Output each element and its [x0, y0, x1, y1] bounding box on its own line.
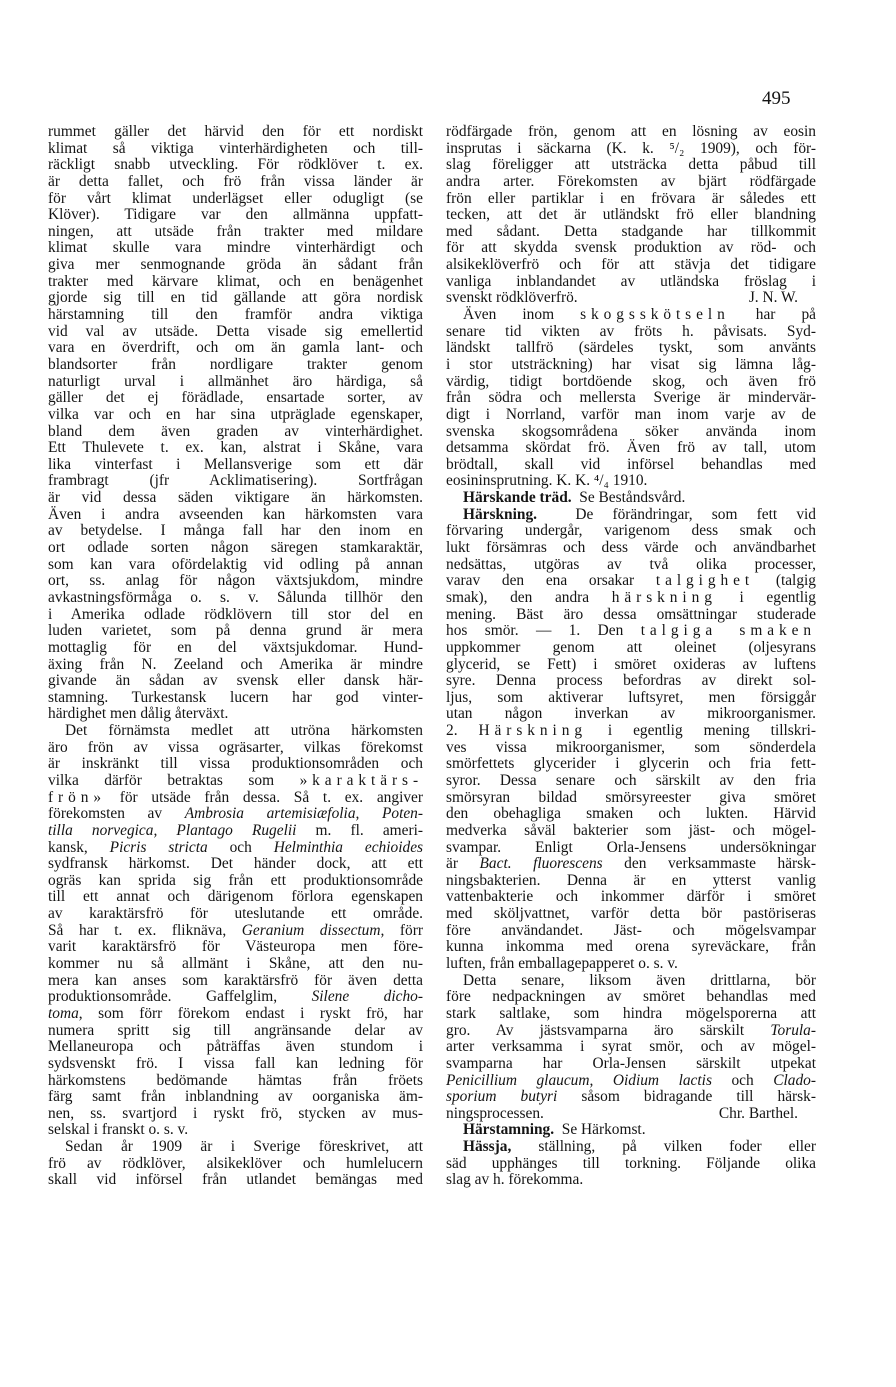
spaced-emphasis: talgiga smaken: [640, 622, 816, 640]
text-line: [48, 823, 423, 840]
text-line: ort odlade sorten någon säregen stamkaraktär,: [48, 539, 423, 557]
text-line: brödtall, skall vid införsel behandlas med: [446, 455, 816, 473]
text-line: Även i andra avseenden kan härkomsten vara: [48, 505, 423, 523]
line-text: ningsprocessen.: [446, 1104, 544, 1122]
right-column: [446, 124, 816, 1189]
text-line: nedsättas, utgöras av två olika processer,: [446, 555, 816, 573]
text-line: [48, 773, 423, 790]
text-line: glycerid, se Fett) i smöret oxideras av luftens: [446, 655, 816, 673]
spaced-emphasis: »karaktärs-: [299, 771, 423, 789]
text-line: luften, från emballagepapperet o. s. v.: [446, 955, 678, 973]
text-line: uppkommer genom att oleinet (oljesyrans: [446, 638, 816, 656]
italic-text: Penicillium glaucum, Oidium lactis: [446, 1071, 712, 1089]
italic-text: Picris stricta: [109, 838, 208, 856]
text-line: avkastningsförmåga o. s. v. Sålunda tillhör den: [48, 588, 423, 606]
text-line: Klöver). Tidigare var den allmänna uppfatt-: [48, 206, 423, 224]
line-text: gro. Av jästsvamparna äro särskilt: [446, 1021, 771, 1039]
line-text: har på: [729, 306, 816, 324]
text-line: trakter med kärvare klimat, och en benägenhet: [48, 272, 423, 290]
line-text: och: [207, 838, 274, 856]
text-line: gjorde sig till en tid gällande att göra nordisk: [48, 289, 423, 307]
text-line: svenska skogsområdena söker använda inom: [446, 422, 816, 440]
text-line: digt i Norrland, varför man inom varje av de: [446, 405, 816, 423]
text-line: ogräs kan sprida sig från ett produktionsområde: [48, 871, 423, 889]
text-line: i stor utsträckning) har visat sig lämna låg-: [446, 355, 816, 373]
text-line: stamning. Turkestansk lucern har god vinter-: [48, 688, 423, 706]
text-line: är vid dessa säden viktigare än härkomsten.: [48, 489, 423, 507]
text-line: slag föreligger att utsträcka detta påbud till: [446, 156, 816, 174]
text-line: förvaring undergår, varigenom dess smak och: [446, 522, 816, 540]
text-line: alsikeklöverfrö och för att stävja det tidigare: [446, 256, 816, 274]
text-line: med sköljvattnet, varför detta bör pastöriseras: [446, 905, 816, 923]
italic-text: Ambrosia artemisiæfolia, Poten-: [184, 805, 423, 823]
text-line: bland dem även graden av vinterhärdighet.: [48, 422, 423, 440]
line-text: förr: [384, 921, 424, 939]
author-signature: J. N. W.: [748, 289, 798, 307]
text-line: [446, 590, 816, 607]
text-line: med sådant. Detta stadgande har tillkommit: [446, 222, 816, 240]
text-line: blandsorter från nordligare trakter genom: [48, 355, 423, 373]
italic-text: Torula-: [770, 1021, 816, 1039]
text-line: vattenbakterie och inkommer därför i smöret: [446, 888, 816, 906]
text-line: av karaktärsfrö för uteslutande ett område.: [48, 905, 423, 923]
text-line: slag av h. förekomma.: [446, 1171, 584, 1189]
text-line: värdig, tidigt bortdöende skog, och även frö: [446, 372, 816, 390]
text-line: [446, 1122, 816, 1139]
line-text: förekomsten av: [48, 805, 185, 823]
text-line: till ett annat och därigenom förlora egenskapen: [48, 888, 423, 906]
text-line: frön eller partiklar i en frövara är således ett: [446, 189, 816, 207]
text-line: [48, 840, 423, 857]
text-line: för att skydda svensk produktion av röd- och: [446, 239, 816, 257]
text-line: gäller det ej förädlade, ensartade sorter, av: [48, 389, 423, 407]
text-line: äro frön av vissa ogräsarter, vilkas förekomst: [48, 738, 423, 756]
text-line: klimat så viktiga vinterhärdigheten och till-: [48, 139, 423, 157]
text-line: medverka såväl bakterier som jäst- och mögel-: [446, 821, 816, 839]
line-text: i egentlig mening tillskri-: [586, 722, 816, 740]
text-line: vara en överdrift, och om än gamla lant- och: [48, 339, 423, 357]
italic-text: Helminthia echioides: [273, 838, 424, 856]
text-line: [446, 1106, 816, 1123]
text-line: ningen, att utsäde från trakter med mildare: [48, 222, 423, 240]
text-line: frö av rödklöver, alsikeklöver och humlelucern: [48, 1154, 423, 1172]
text-line: mottaglig för en del växtsjukdomar. Hund-: [48, 638, 423, 656]
text-line: före användandet. Jäst- och mögelsvampar: [446, 921, 816, 939]
text-line: [48, 806, 423, 823]
text-line: arter verksamma i syrat smör, och av mögel-: [446, 1038, 816, 1056]
line-text: och: [711, 1071, 774, 1089]
line-text: är: [446, 855, 480, 873]
italic-text: Geranium dissectum,: [241, 921, 385, 939]
text-line: utan någon inverkan av mikroorganismer.: [446, 705, 816, 723]
author-signature: Chr. Barthel.: [718, 1104, 798, 1122]
line-text: svenskt rödklöverfrö.: [446, 289, 578, 307]
text-line: rummet gäller det härvid den för ett nordiskt: [48, 123, 423, 140]
text-line: mera kan anses som karaktärsfrö för även detta: [48, 971, 423, 989]
text-line: från södra och mellersta Sverige är mindervär-: [446, 389, 816, 407]
text-line: skall vid införsel från utlandet bemängas med: [48, 1171, 423, 1189]
line-text: m. fl. ameri-: [296, 821, 423, 839]
text-line: insprutas i säckarna (K. k. ⁵/₂ 1909), och för-: [446, 139, 816, 157]
text-line: smörsyran bildad smörsyreester giva smöret: [446, 788, 816, 806]
line-text: 2.: [446, 722, 479, 740]
text-line: vanliga inblandandet av utländska fröslag i: [446, 272, 816, 290]
text-line: [446, 1089, 816, 1106]
italic-text: Bact. fluorescens: [479, 855, 603, 873]
text-line: syror. Dessa senare och särskilt av den fria: [446, 771, 816, 789]
text-line: andra arter. Förekomsten av bjärt rödfärgade: [446, 172, 816, 190]
text-line: av betydelse. I många fall har den inom en: [48, 522, 423, 540]
text-line: är detta fallet, och frö från vissa länder är: [48, 172, 423, 190]
text-line: selskal i franskt o. s. v.: [48, 1121, 189, 1139]
text-line: syre. Denna process befordras av direkt sol-: [446, 672, 816, 690]
text-line: i Amerika odlade rödklövern till stor del en: [48, 605, 423, 623]
spaced-emphasis: härskning: [611, 588, 717, 606]
text-line: härdighet men dålig återväxt.: [48, 705, 229, 723]
line-text: ställning, på vilken foder eller: [511, 1138, 816, 1156]
line-text: vilka därför betraktas som: [48, 771, 300, 789]
text-line: rödfärgade frön, genom att en lösning av eosin: [446, 123, 816, 140]
text-line: Ett Thulevete t. ex. kan, alstrat i Skåne, vara: [48, 439, 423, 457]
text-line: ves vissa mikroorganismer, som sönderdela: [446, 738, 816, 756]
italic-text: sporium butyri: [446, 1088, 558, 1106]
text-line: Sedan år 1909 är i Sverige föreskrivet, att: [65, 1138, 423, 1156]
text-line: kunna inkomma med orena syreväckare, från: [446, 938, 816, 956]
text-line: [446, 290, 816, 307]
line-text: Se Beståndsvård.: [571, 489, 686, 507]
text-line: [446, 856, 816, 873]
text-line: [446, 723, 816, 740]
text-line: varit karaktärsfrö för Västeuropa men före-: [48, 938, 423, 956]
text-line: färg samt från inblandning av oorganiska äm-: [48, 1088, 423, 1106]
line-text: kansk,: [48, 838, 110, 856]
italic-text: tilla norvegica, Plantago Rugelii: [48, 821, 297, 839]
text-line: svamparna har Orla-Jensen särskilt utpekat: [446, 1054, 816, 1072]
italic-text: toma: [48, 1004, 79, 1022]
text-line: härkomstens bedömande hämtas från fröets: [48, 1071, 423, 1089]
line-text: den verksammaste härsk-: [602, 855, 816, 873]
text-line: klimat skulle vara mindre vinterhärdigt och: [48, 239, 423, 257]
text-line: [48, 989, 423, 1006]
text-line: vid val av utsäde. Detta visade sig emellertid: [48, 322, 423, 340]
spaced-emphasis: skogsskötseln: [580, 306, 730, 324]
text-line: den obehagliga smaken och lukten. Härvid: [446, 805, 816, 823]
text-line: lukt försämras och dess värde och användbarhet: [446, 539, 816, 557]
italic-text: Clado-: [773, 1071, 817, 1089]
text-line: vilka var och en har sina utpräglade egenskaper,: [48, 405, 423, 423]
text-line: som kan vara ofördelaktig vid odling på annan: [48, 555, 423, 573]
page-number: 495: [762, 88, 791, 109]
text-line: stark saltlake, som hindra mögelsporerna att: [446, 1004, 816, 1022]
text-line: Detta senare, liksom även drittlarna, bör: [463, 971, 816, 989]
line-text: Så har t. ex. fliknäva,: [48, 921, 242, 939]
text-line: luden varietet, som på denna grund är mera: [48, 622, 423, 640]
text-line: [446, 573, 816, 590]
line-text: Se Härkomst.: [554, 1121, 646, 1139]
text-line: nen, ss. svartjord i ryskt frö, stycken av mus-: [48, 1104, 423, 1122]
text-line: eosininsprutning. K. K. ⁴/₄ 1910.: [446, 472, 648, 490]
text-line: [446, 307, 816, 324]
line-text: i egentlig: [716, 588, 816, 606]
text-line: före nedpackningen av smöret behandlas med: [446, 988, 816, 1006]
text-line: smörfettets glycerider i glycerin och fria fett-: [446, 755, 816, 773]
line-text: såsom bidragande till härsk-: [557, 1088, 816, 1106]
text-line: sydsvenskt frö. I vissa fall kan ledning för: [48, 1054, 423, 1072]
line-text: varav den ena orsakar: [446, 572, 656, 590]
text-line: ningsbakterien. Denna är en ytterst vanlig: [446, 871, 816, 889]
text-line: säd upphänges till torkning. Följande olika: [446, 1154, 816, 1172]
text-line: ljus, som aktiverar luftsyret, men försiggår: [446, 688, 816, 706]
line-text: De förändringar, som fett vid: [537, 505, 816, 523]
text-line: tecken, att det är utländskt frö eller blandning: [446, 206, 816, 224]
line-text: hos smör. — 1. Den: [446, 622, 641, 640]
text-line: giva mer senmognande gröda än sådant från: [48, 256, 423, 274]
line-text: , som förr förekom endast i ryskt frö, har: [78, 1004, 423, 1022]
spaced-emphasis: talgighet: [655, 572, 755, 590]
line-text: produktionsområde. Gaffelglim,: [48, 988, 312, 1006]
text-line: detsamma skördat frö. Även frö av tall, utom: [446, 439, 816, 457]
line-text: för utsäde från dessa. Så t. ex. angiver: [105, 788, 423, 806]
bold-headword: Härskande träd.: [463, 489, 572, 507]
text-line: äxing från N. Zeeland och Amerika är mindre: [48, 655, 423, 673]
text-line: kommer nu så allmänt i Skåne, att den nu-: [48, 955, 423, 973]
text-line: lika vinterfast i Mellansverige som ett där: [48, 455, 423, 473]
text-line: givande än sådan av svensk eller dansk här-: [48, 672, 423, 690]
line-text: Även inom: [463, 306, 581, 324]
text-line: senare tid vikten av fröts h. påvisats. Syd-: [446, 322, 816, 340]
text-line: [446, 1023, 816, 1040]
text-line: [446, 1139, 816, 1156]
text-line: naturligt urval i allmänhet äro härdiga, så: [48, 372, 423, 390]
line-text: smak), den andra: [446, 588, 612, 606]
bold-headword: Härstamning.: [463, 1121, 555, 1139]
line-text: (talgig: [754, 572, 816, 590]
text-line: numera spritt sig till angränsande delar av: [48, 1021, 423, 1039]
text-line: [446, 490, 816, 507]
text-line: frambragt (jfr Acklimatisering). Sortfrågan: [48, 472, 423, 490]
spaced-emphasis: frön»: [48, 788, 106, 806]
text-line: sydfransk härkomst. Det händer dock, att ett: [48, 855, 423, 873]
text-line: [48, 1006, 423, 1023]
spaced-emphasis: Härskning: [478, 722, 587, 740]
left-column: [48, 124, 423, 1189]
text-line: ort, ss. anlag för någon växtsjukdom, mindre: [48, 572, 423, 590]
text-line: [446, 1073, 816, 1090]
text-line: är inskränkt till vissa produktionsområden och: [48, 755, 423, 773]
bold-headword: Härskning.: [463, 505, 537, 523]
text-line: [446, 507, 816, 524]
text-line: mening. Bäst äro dessa omsättningar studerade: [446, 605, 816, 623]
text-line: Mellaneuropa och påträffas även stundom i: [48, 1038, 423, 1056]
text-line: räckligt snabb utveckling. För rödklöver t. ex.: [48, 156, 423, 174]
text-line: härstamning till den framför andra viktiga: [48, 306, 423, 324]
text-line: för vårt klimat underlägset eller odugligt (se: [48, 189, 423, 207]
text-line: Det förnämsta medlet att utröna härkomsten: [65, 722, 423, 740]
bold-headword: Hässja,: [463, 1138, 512, 1156]
text-line: [48, 923, 423, 940]
text-line: [48, 790, 423, 807]
text-line: svampar. Enligt Orla-Jensens undersökningar: [446, 838, 816, 856]
text-line: ländskt tallfrö (särdeles tyskt, som använts: [446, 339, 816, 357]
italic-text: Silene dicho-: [311, 988, 423, 1006]
text-line: [446, 623, 816, 640]
